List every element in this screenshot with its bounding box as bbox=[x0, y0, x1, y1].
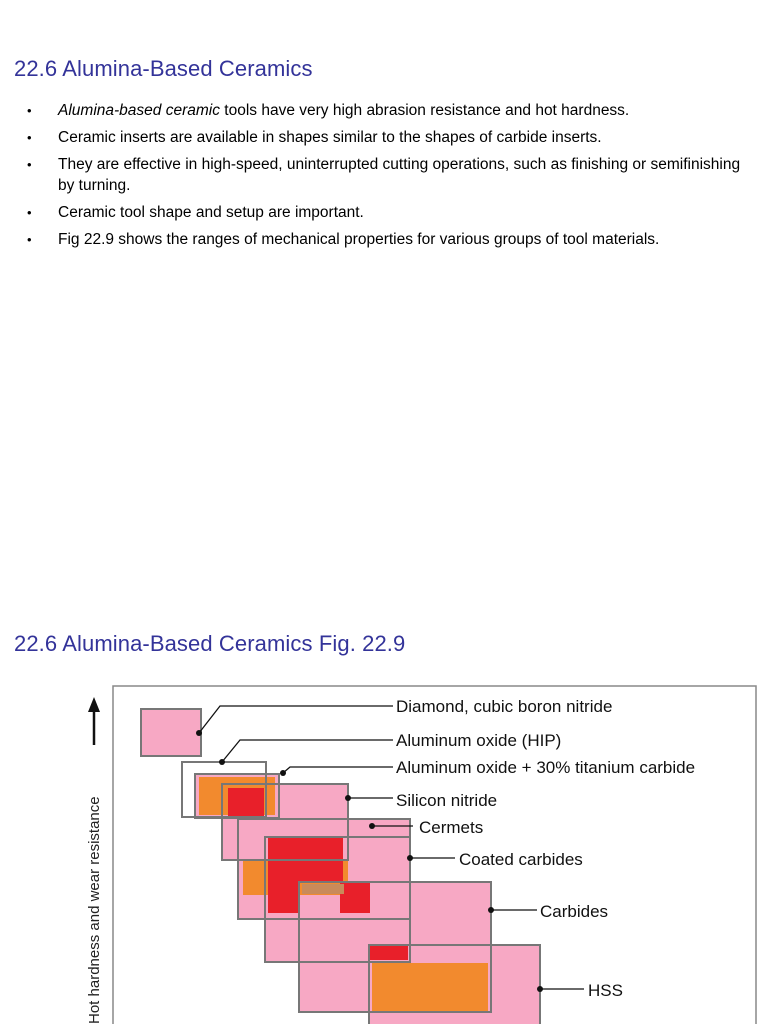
y-axis-label: Hot hardness and wear resistance bbox=[86, 796, 103, 1024]
bullet-marker: • bbox=[27, 157, 32, 172]
bullet-item bbox=[27, 202, 752, 223]
bullet-emphasis: Alumina-based ceramic bbox=[58, 102, 220, 119]
red-overlap bbox=[268, 883, 300, 913]
bullet-marker: • bbox=[27, 130, 32, 145]
bullet-text: Fig 22.9 shows the ranges of mechanical properties for various groups of tool materials. bbox=[58, 231, 660, 248]
bullet-list bbox=[27, 100, 752, 256]
bullet-item bbox=[27, 154, 752, 196]
label-silicon-nitride: Silicon nitride bbox=[396, 791, 498, 810]
diamond-cbn-region bbox=[141, 709, 201, 756]
label-coated-carbides: Coated carbides bbox=[459, 850, 583, 869]
label-carbides: Carbides bbox=[540, 902, 609, 921]
bullet-marker: • bbox=[27, 232, 32, 247]
tool-materials-figure bbox=[0, 670, 768, 1024]
label-cermets: Cermets bbox=[419, 818, 484, 837]
section-title: 22.6 Alumina-Based Ceramics bbox=[14, 56, 313, 81]
bullet-text: They are effective in high-speed, uninterrupted cutting operations, such as finishing or semifinishing by turning. bbox=[58, 156, 741, 194]
red-overlap bbox=[228, 788, 264, 816]
axis-arrow-head bbox=[88, 697, 100, 712]
red-overlap bbox=[370, 946, 408, 960]
bullet-text: Ceramic tool shape and setup are important. bbox=[58, 204, 364, 221]
label-alumina-hip: Aluminum oxide (HIP) bbox=[396, 731, 562, 750]
label-hss: HSS bbox=[588, 981, 623, 1000]
bullet-text: tools have very high abrasion resistance and hot hardness. bbox=[219, 102, 630, 119]
label-alumina-tic: Aluminum oxide + 30% titanium carbide bbox=[396, 758, 696, 777]
figure-section-title: 22.6 Alumina-Based Ceramics Fig. 22.9 bbox=[14, 631, 406, 656]
bullet-item bbox=[27, 127, 752, 148]
tan-overlap bbox=[302, 884, 344, 894]
bullet-marker: • bbox=[27, 205, 32, 220]
hss-overlap bbox=[372, 963, 488, 1011]
red-overlap bbox=[340, 883, 370, 913]
bullet-item bbox=[27, 229, 752, 250]
bullet-marker: • bbox=[27, 103, 32, 118]
label-diamond: Diamond, cubic boron nitride bbox=[396, 697, 613, 716]
bullet-item bbox=[27, 100, 752, 121]
figure-svg bbox=[0, 670, 768, 1024]
bullet-text: Ceramic inserts are available in shapes similar to the shapes of carbide inserts. bbox=[58, 129, 602, 146]
